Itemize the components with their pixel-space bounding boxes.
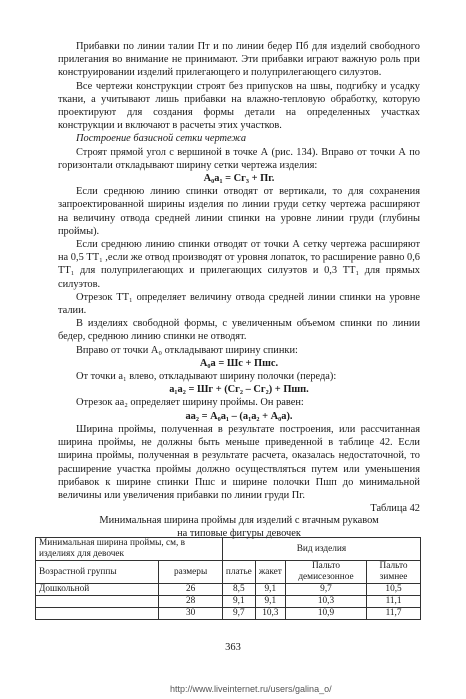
paragraph: Все чертежи конструкции строят без припусков на швы, подгибку и усадку ткани, а учитывают лишь прибавки на влажно-тепловую обработку, которую проектируют для создания формы детали на определенных участках конструкции и включают в расчеты этих участков.	[58, 80, 420, 132]
table-caption: Минимальная ширина проймы для изделий с втачным рукавом	[99, 515, 379, 527]
page-number: 363	[225, 642, 241, 653]
cell-demi: 10,9	[285, 608, 366, 620]
table-row	[36, 584, 421, 596]
paragraph: От точки а₁ влево, откладывают ширину полочки (переда):	[76, 371, 337, 383]
col-dress-header: платье	[222, 561, 255, 584]
paragraph: а₁а₂ = Шг + (Сг₂ – Сг₂) + Пшп.	[169, 384, 309, 396]
paragraph: аа₂ = А₀а₁ – (а₁а₂ + А₀а).	[185, 410, 293, 422]
cell-winter: 10,5	[367, 584, 421, 596]
cell-demi: 9,7	[285, 584, 366, 596]
cell-dress: 8,5	[222, 584, 255, 596]
paragraph: Прибавки по линии талии Пт и по линии бедер Пб для изделий свободного прилегания во внимание не принимают. Эти прибавки играют важную роль при конструировании изделий прилегающего и полуприлегающего силуэтов.	[58, 41, 420, 79]
paragraph: Отрезок ТТ₁ определяет величину отвода средней линии спинки на уровне талии.	[58, 291, 420, 317]
table-row	[36, 608, 421, 620]
cell-jacket: 9,1	[255, 596, 285, 608]
cell-age	[36, 596, 159, 608]
paragraph: Ширина проймы, полученная в результате построения, или рассчитанная ширина проймы, не должны быть меньше приведенной в таблице 42. Если ширина проймы, полученная в результате расчета, оказалась недостаточной, то расширение участка проймы должно осуществляться путем или уменьшения прибавок к ширине спинки Пшс и ширине полочки Пшп до минимальной величины или увеличения прибавки по линии груди Пг.	[58, 423, 420, 501]
paragraph: А₀а = Шс + Пшс.	[199, 357, 279, 369]
paragraph: Если среднюю линию спинки отводят от точки А сетку чертежа расширяют на 0,5 ТТ₁ ,если же отвод производят от уровня лопаток, то расширение равно 0,6 ТТ₁ для полуприлегающих и прилегающих силуэтов и 0,3 ТТ₁ для прямых силуэтов.	[58, 239, 420, 290]
cell-winter: 11,7	[367, 608, 421, 620]
paragraph: Вправо от точки А₀ откладывают ширину спинки:	[76, 344, 298, 356]
paragraph: Отрезок аа₂ определяет ширину проймы. Он равен:	[76, 397, 304, 409]
cell-jacket: 10,3	[255, 608, 285, 620]
col-age-header: Возрастной группы	[36, 561, 159, 584]
cell-demi: 10,3	[285, 596, 366, 608]
table-row	[36, 596, 421, 608]
col-size-header: размеры	[159, 561, 223, 584]
cell-size: 30	[159, 608, 223, 620]
pattern-table	[35, 537, 421, 620]
paragraph: А₀а₁ = Сг₃ + Пг.	[203, 173, 275, 185]
paragraph: Строят прямой угол с вершиной в точке А (рис. 134). Вправо от точки А по горизонтали откладывают ширину сетки чертежа изделия:	[58, 146, 420, 171]
cell-dress: 9,7	[222, 608, 255, 620]
page-body	[58, 40, 420, 540]
col-coat-demi-header: Пальто демисезонное	[285, 561, 366, 584]
cell-size: 28	[159, 596, 223, 608]
watermark-url: http://www.liveinternet.ru/users/galina_o/	[170, 684, 332, 694]
cell-jacket: 9,1	[255, 584, 285, 596]
table-caption: на типовые фигуры девочек	[177, 527, 301, 539]
cell-winter: 11,1	[367, 596, 421, 608]
cell-age	[36, 608, 159, 620]
table-header-kind: Вид изделия	[222, 538, 420, 561]
cell-dress: 9,1	[222, 596, 255, 608]
cell-age: Дошкольной	[36, 584, 159, 596]
paragraph: В изделиях свободной формы, с увеличенным объемом спинки по линии бедер, среднюю линию спинки не отводят.	[58, 318, 420, 343]
paragraph: Таблица 42	[370, 503, 420, 515]
paragraph: Если среднюю линию спинки отводят от вертикали, то для сохранения запроектированной ширины изделия по линии груди сетку чертежа расширяют на величину отвода средней линии спинки на уровне линии груди (глубины проймы).	[58, 186, 420, 237]
table-header-main: Минимальная ширина проймы, см, в изделиях для девочек	[36, 538, 223, 561]
cell-size: 26	[159, 584, 223, 596]
col-coat-winter-header: Пальто зимнее	[367, 561, 421, 584]
paragraph: Построение базисной сетки чертежа	[76, 133, 247, 145]
col-jacket-header: жакет	[255, 561, 285, 584]
